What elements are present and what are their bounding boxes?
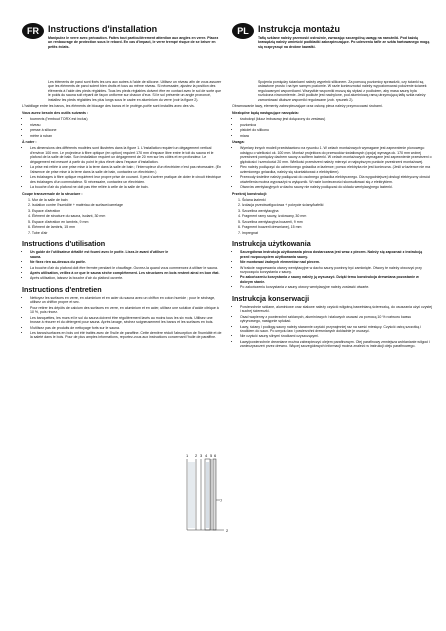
list-item: 3. Espace d'aération xyxy=(28,208,61,213)
list-item: • La prise est reliée à une prise mise à la terre dans la salle de bain ; l'interrupteur d'un électricien n'est pas nécessaire. (En l'absence de prise mise à la terre dans la salle de bain, contactez un électricien.) xyxy=(30,165,222,174)
list-item: • presse à silicone xyxy=(30,128,222,132)
pl-title: Instrukcja montażu xyxy=(258,24,341,34)
pl-structure-title: Przekrój konstrukcji: xyxy=(232,191,268,196)
list-item: • Ławy/powierzchnie drewniane można zabezpieczyć olejem parafinowym. Olej parafinowy zmniejsza wchłanianie wilgoci i zanieczyszczeń przez drewno. Więcej szczegółowych informacji można znaleźć w instrukcji oleju parafinowego. xyxy=(240,340,432,349)
list-item: 5. Szczelina wentylacyjna boazerii, 9 mm xyxy=(238,219,303,224)
fr-notes-title: À noter : xyxy=(22,139,37,144)
figure-number: 2 xyxy=(195,453,198,458)
list-item: 3. Szczelina wentylacyjna xyxy=(238,208,279,213)
list-item: 1. Mur de la salle de bain xyxy=(28,197,68,202)
figure-number: 1 xyxy=(186,453,189,458)
fr-intro-1: Les éléments de paroi sont fixés les uns aux autres à l'aide de silicone. Utilisez un niveau afin de vous assurer que les éléments de paroi soient bien droits et tous au même niveau. Si nécessaire, ajustez la position des éléments à l'aide des pieds réglables. Tous les pieds réglables doivent être en contact avec le sol de sorte que le poids du sauna soit réparti de façon uniforme sur chacun d'eux. Si le sol présente un angle prononcé, installez les pieds réglables les plus longs sous le cadre en aluminium du verre (voir la figure 2). xyxy=(48,80,222,102)
list-item: • Szczegółowa instrukcja użytkowania pieca dostarczana jest wraz z piecem. Należy się zapoznać z instrukcją przed rozpoczęciem użytkowania sauny. xyxy=(240,250,432,259)
list-item: 4. Fragment ramy sauny, izolowany, 30 mm xyxy=(238,214,307,219)
list-item: • Nie czyścić sauny silnymi środkami czyszczącymi. xyxy=(240,334,432,338)
list-item: • Powierzchnie szklane, aluminiowe oraz stalowe należy czyścić wilgotną bawełnianą ściereczką, do osuszania użyć czystej i suchej ściereczki. xyxy=(240,305,432,314)
figure-number: 6 xyxy=(214,453,217,458)
pl-maintenance-list xyxy=(232,305,432,349)
list-item: • śrubokręt (klucz imbusowy jest dołączony do zestawu) xyxy=(240,117,432,121)
list-item: • Les éclairages à fibre optique requièrent leur propre prise de courant. Il peut s'avérer pratique de doter le circuit électrique des éclairages d'un commutateur. Si nécessaire, contactez un électricien. xyxy=(30,175,222,184)
fr-tools-title: Vous aurez besoin des outils suivants : xyxy=(22,110,89,115)
list-item: • Osad wapienny z powierzchni szklanych, aluminiowych i stalowych usuwać za pomocą 10 % roztworu kwasu cytrynowego, następnie spłukać. xyxy=(240,315,432,324)
list-item: 6. Élément de lambris, 15 mm xyxy=(28,225,76,230)
list-item: 7. Tube d'air xyxy=(28,230,48,235)
pl-intro-1: Spojenia pomiędzy ściankami należy wypełnić silikonem. Za pomocą poziomicy sprawdzić, czy ścianki są ustawione prosto i na tym samym poziomie. W razie konieczności należy wypoziomować położenie ścianek regulowanymi wspornikami. Wszystkie wsporniki muszą się stykać z podłożem, aby masa sauny była rozłożona równomiernie. Jeśli podłoże jest nachylone, pod aluminiową ramą utrzymującą taflę szkła należy zamontować dłuższe wsporniki regulowane (zob. rysunek 2). xyxy=(258,80,427,102)
fr-column xyxy=(22,80,222,342)
list-item: • Après utilisation, veillez à ce que le sauna sèche complètement. Les structures en bois restent ainsi en bon état. xyxy=(30,271,222,275)
fr-intro-2: L'habillage entre les bancs, les éléments de blocage des bancs et le protège-poêle sont installés avec des vis. xyxy=(22,104,195,109)
list-item: • Otworów wentylacyjnych w dachu sauny nie należy podłączać do układu wentylacyjnego łazienki. xyxy=(240,185,432,189)
list-item: • Ne fixez rien au-dessus du poêle. xyxy=(30,260,222,264)
pl-structure-list xyxy=(232,198,432,235)
fr-tools-list xyxy=(22,117,222,138)
list-item: 5. Espace d'aération en lambris, 9 mm xyxy=(28,219,89,224)
pl-use-list xyxy=(232,250,432,290)
figure-number: 5 xyxy=(210,453,213,458)
pl-tools-list xyxy=(232,117,432,138)
list-item: • Les bancs/surfaces en bois ont été traités avec de l'huile de paraffine. Cette dernière réduit l'absorption de l'humidité et de la saleté dans le bois. Pour de plus amples informations, reportez-vous aux instructions concernant l'huile de paraffine. xyxy=(30,331,222,340)
pl-maintenance-title: Instrukcja konserwacji xyxy=(232,293,310,303)
list-item: • Les dimensions des différents modèles sont illustrées dans la figure 1. L'installation requiert un dégagement vertical d'environ 100 mm. Le projecteur à fibre optique (en option) requiert 170 mm d'espace libre entre le toit du sauna et le plafond de la salle de bain. Son installation requiert un dégagement de 20 mm sur les côtés et en profondeur. Le dégagement est mesuré à partir du point le plus élevé dans l'espace d'installation. xyxy=(30,146,222,164)
list-item: 7. Impregnat xyxy=(238,230,258,235)
panel-element xyxy=(213,459,216,530)
pl-lead: Taflę szklane należy przenosić ostrożnie, zwracając szczególną uwagę na narożniki. Pod każdą krawędzią należy umieścić podkładki zabezpieczające. Po uderzeniu tafle ze szkła hartowanego mogą się rozprysnąć na drobne kawałki. xyxy=(258,36,430,49)
list-item: • Nie montować żadnych elementów nad piecem. xyxy=(240,260,432,264)
list-item: • Przewody świetlne należy podłączać do osobnego gniazdka elektrycznego. Dla wygodniejszej obsługi elektryczny obwód oświetlenia można wyposażyć w wyłącznik. W razie konieczności skonsultować się z elektrykiem. xyxy=(240,175,432,184)
list-item: • pistolet do silikonu xyxy=(240,128,432,132)
list-item: • Nettoyez les surfaces en verre, en aluminium et en acier du sauna avec un chiffon en coton humide ; pour le séchage, utilisez un chiffon propre et sec. xyxy=(30,296,222,305)
fr-structure-list xyxy=(22,198,178,235)
wall-hatch xyxy=(188,462,195,528)
fr-title: Instructions d'installation xyxy=(48,24,158,34)
figure-number: 3 xyxy=(200,453,203,458)
fr-use-list xyxy=(22,250,222,281)
pl-notes-list xyxy=(232,146,432,189)
list-item: • La bouche d'air du plafond doit être fermée pendant le chauffage. Ouvrez-la quand vous commencez à utiliser le sauna. xyxy=(30,266,222,270)
list-item: • Wymiary innych modeli przedstawiono na rysunku 1. W celach montażowych wymagane jest zapewnienie pionowego odstępu o wielkości ok. 100 mm. Montaż projektora do przewodów światłowych (opcja) wymaga ok. 170 mm wolnej przestrzeni pomiędzy dachem sauny a sufitem łazienki. W celach montażowych wymagane jest zapewnienie przestrzeni o głębokości i szerokości 20 mm. Wielkość przestrzeni należy mierzyć w najwyższym punkcie przestrzeni montażowej. xyxy=(240,146,432,164)
list-item: • Un guide de l'utilisateur détaillé est fourni avec le poêle. Lisez-le avant d'utiliser le sauna. xyxy=(30,250,180,259)
fr-use-title: Instructions d'utilisation xyxy=(22,239,106,249)
list-item: • Po zakończeniu korzystania z sauny należy ją wysuszyć. Dzięki temu konstrukcja drewniana pozostanie w dobrym stanie. xyxy=(240,275,432,284)
list-item: • Après utilisation, laissez la bouche d'air du plafond ouverte. xyxy=(30,276,222,280)
figure-side-label: 7 xyxy=(220,498,223,503)
fr-maintenance-title: Instructions d'entretien xyxy=(22,284,102,294)
pl-use-title: Instrukcja użytkowania xyxy=(232,239,311,249)
fr-notes-list xyxy=(22,146,222,189)
fr-lead: Manipulez le verre avec précaution. Faites tout particulièrement attention aux angles en verre. Placez un renbourage de protection sous le rebord. En cas d'impact, le verre trempé risque de se briser en petits éclats. xyxy=(48,36,219,49)
list-item: 2. Izolacja przeciwwilgociowa + pokrycie ściany/kafelki xyxy=(238,203,324,208)
list-item: • Po zakończeniu korzystania z sauny otwory wentylacyjne należy zostawić otwarte. xyxy=(240,285,432,289)
list-item: • W trakcie nagrzewania otwory wentylacyjne w dachu sauny powinny być zamknięte. Otwory te należy otworzyć przy rozpoczęciu korzystania z sauny. xyxy=(240,266,432,275)
fr-maintenance-list xyxy=(22,296,222,340)
lang-badge-pl: PL xyxy=(232,23,254,39)
figure-caption: 2 xyxy=(226,528,229,533)
list-item: • poziomica xyxy=(240,123,432,127)
pl-column xyxy=(232,80,432,351)
fr-structure-title: Coupe transversale de la structure : xyxy=(22,191,83,196)
list-item: • mètre à ruban xyxy=(30,134,222,138)
list-item: • miara xyxy=(240,134,432,138)
insulation-hatch xyxy=(206,462,209,528)
pl-tools-title: Niezbędne będą następujące narzędzia: xyxy=(232,110,299,115)
pl-intro-2: Obramowanie ławy, elementy zabezpieczające oraz osłonę pieca należy przymocować śrubami. xyxy=(232,104,383,109)
list-item: • Ławy, ściany i podłogę sauny należy starannie czyścić przynajmniej raz na sześć miesięcy. Czyścić ostrą szczotką i środkiem do saun. Po umyciu ław i powierzchni drewnianych dokładnie je osuszyć. xyxy=(240,325,432,334)
cross-section-figure xyxy=(182,452,232,534)
list-item: • Les banquettes, les murs et le sol du sauna doivent être régulièrement lavés au moins tous les six mois. Utilisez une brosse à récurer et du détergent pour sauna. Après lavage, séchez soigneusement les bancs et les surfaces en bois. xyxy=(30,316,222,325)
lang-badge-fr: FR xyxy=(22,23,44,39)
pl-notes-title: Uwaga: xyxy=(232,139,245,144)
list-item: 4. Élément de structure du sauna, isolant, 30 mm xyxy=(28,214,106,219)
figure-number: 4 xyxy=(205,453,208,458)
list-item: 2. Isolation contre l'humidité + matériau de surface/carrelage xyxy=(28,203,124,208)
list-item: 6. Fragment boazerii drewnianej, 15 mm xyxy=(238,225,302,230)
list-item: • La bouche d'air du plafond ne doit pas être reliée à celle de la salle de bain. xyxy=(30,185,180,189)
list-item: • tournevis (l'embout TORX est inclus) xyxy=(30,117,222,121)
list-item: • niveau xyxy=(30,123,222,127)
list-item: • N'utilisez pas de produits de nettoyage forts sur le sauna. xyxy=(30,326,222,330)
list-item: • Piec należy podłączyć do uziemionego gniazdka w łazience; pomoc elektryka nie jest konieczna. (Jeśli w łazience nie ma uziemionego gniazdka, należy się skontaktować z elektrykiem). xyxy=(240,165,432,174)
list-item: • Pour retirer les dépôts de calcium des surfaces en verre, en aluminium et en acier, utilisez une solution d'acide citrique à 10 %, puis rincez. xyxy=(30,306,222,315)
list-item: 1. Ściana łazienki xyxy=(238,197,266,202)
